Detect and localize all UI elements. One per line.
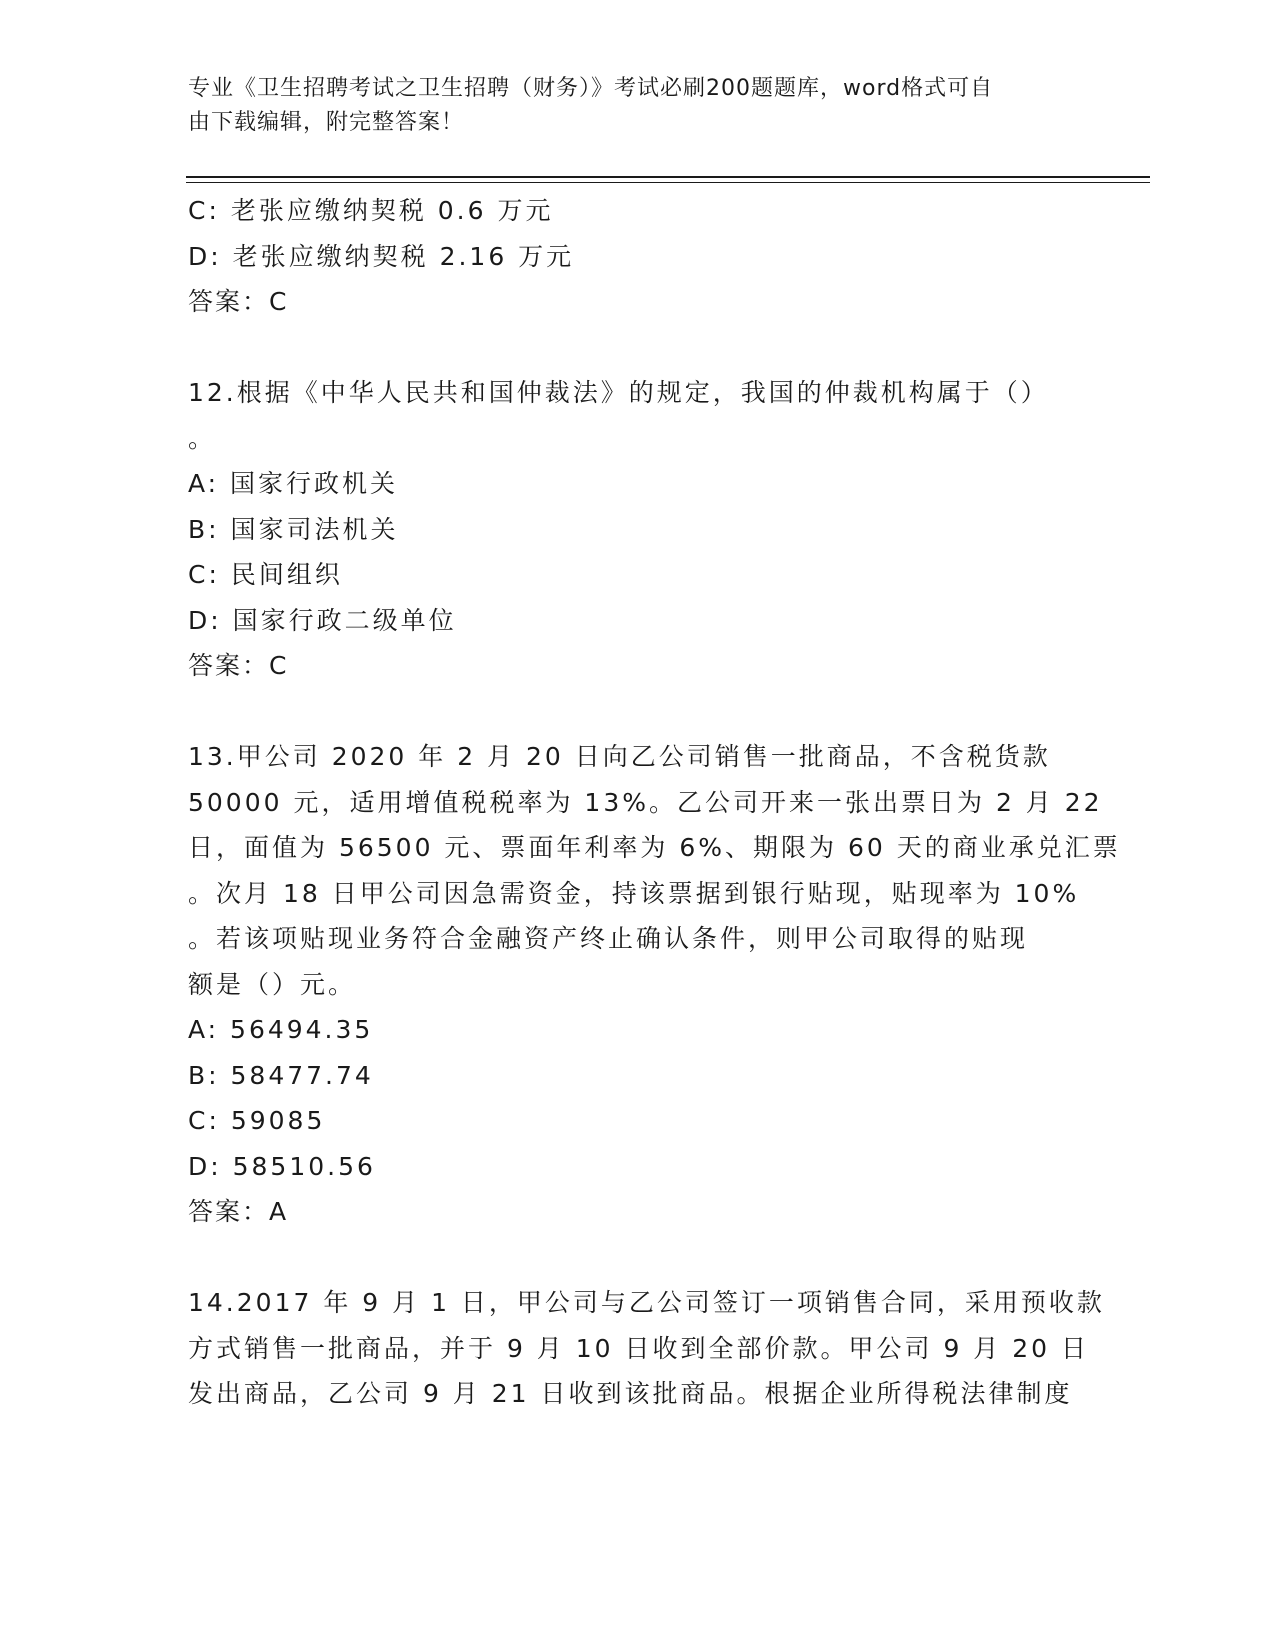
q11-option-d: D: 老张应缴纳契税 2.16 万元 (188, 241, 575, 271)
q11-option-c: C: 老张应缴纳契税 0.6 万元 (188, 196, 554, 225)
spacer (188, 689, 1088, 735)
q13-stem-line-3: 日，面值为 56500 元、票面年利率为 6%、期限为 60 天的商业承兑汇票 (188, 833, 1121, 862)
header-divider-thin (186, 182, 1150, 183)
q14-stem-line-2: 方式销售一批商品，并于 9 月 10 日收到全部价款。甲公司 9 月 20 日 (188, 1333, 1090, 1363)
q13-stem-line-2: 50000 元，适用增值税税率为 13%。乙公司开来一张出票日为 2 月 22 (188, 787, 1103, 817)
q11-answer: 答案：C (188, 287, 289, 316)
q13-stem-line-5: 。若该项贴现业务符合金融资产终止确认条件，则甲公司取得的贴现 (188, 924, 1029, 953)
q12-option-d: D: 国家行政二级单位 (188, 605, 457, 635)
q13-option-b: B: 58477.74 (188, 1060, 374, 1090)
q12-option-b: B: 国家司法机关 (188, 514, 399, 544)
q13-stem-line-4: 。次月 18 日甲公司因急需资金，持该票据到银行贴现，贴现率为 10% (188, 878, 1080, 908)
page-header (188, 72, 1068, 140)
q14-stem-line-3: 发出商品，乙公司 9 月 21 日收到该批商品。根据企业所得税法律制度 (188, 1379, 1073, 1408)
q14-stem-line-1: 14.2017 年 9 月 1 日，甲公司与乙公司签订一项销售合同，采用预收款 (188, 1288, 1105, 1317)
q13-option-c: C: 59085 (188, 1106, 326, 1135)
q12-option-a: A: 国家行政机关 (188, 469, 399, 498)
q12-stem-line-2: 。 (188, 423, 217, 453)
q13-stem-line-6: 额是（）元。 (188, 969, 357, 999)
q13-answer: 答案：A (188, 1197, 289, 1226)
question-content (188, 188, 1121, 1417)
spacer (188, 1235, 1088, 1281)
question-14 (188, 1280, 1105, 1417)
q13-option-a: A: 56494.35 (188, 1015, 374, 1044)
spacer (188, 325, 1088, 371)
q13-option-d: D: 58510.56 (188, 1151, 376, 1181)
q12-stem-line-1: 12.根据《中华人民共和国仲裁法》的规定，我国的仲裁机构属于（） (188, 378, 1049, 407)
q12-option-c: C: 民间组织 (188, 560, 343, 589)
q12-answer: 答案：C (188, 651, 289, 680)
question-13 (188, 734, 1121, 1235)
header-line-2: 由下载编辑，附完整答案！ (188, 110, 465, 135)
question-12 (188, 370, 1088, 689)
header-line-1: 专业《卫生招聘考试之卫生招聘（财务）》考试必刷200题题库，word格式可自 (188, 76, 994, 101)
header-divider-thick (186, 176, 1150, 178)
q13-stem-line-1: 13.甲公司 2020 年 2 月 20 日向乙公司销售一批商品，不含税货款 (188, 742, 1051, 771)
question-11-tail (188, 188, 1088, 325)
